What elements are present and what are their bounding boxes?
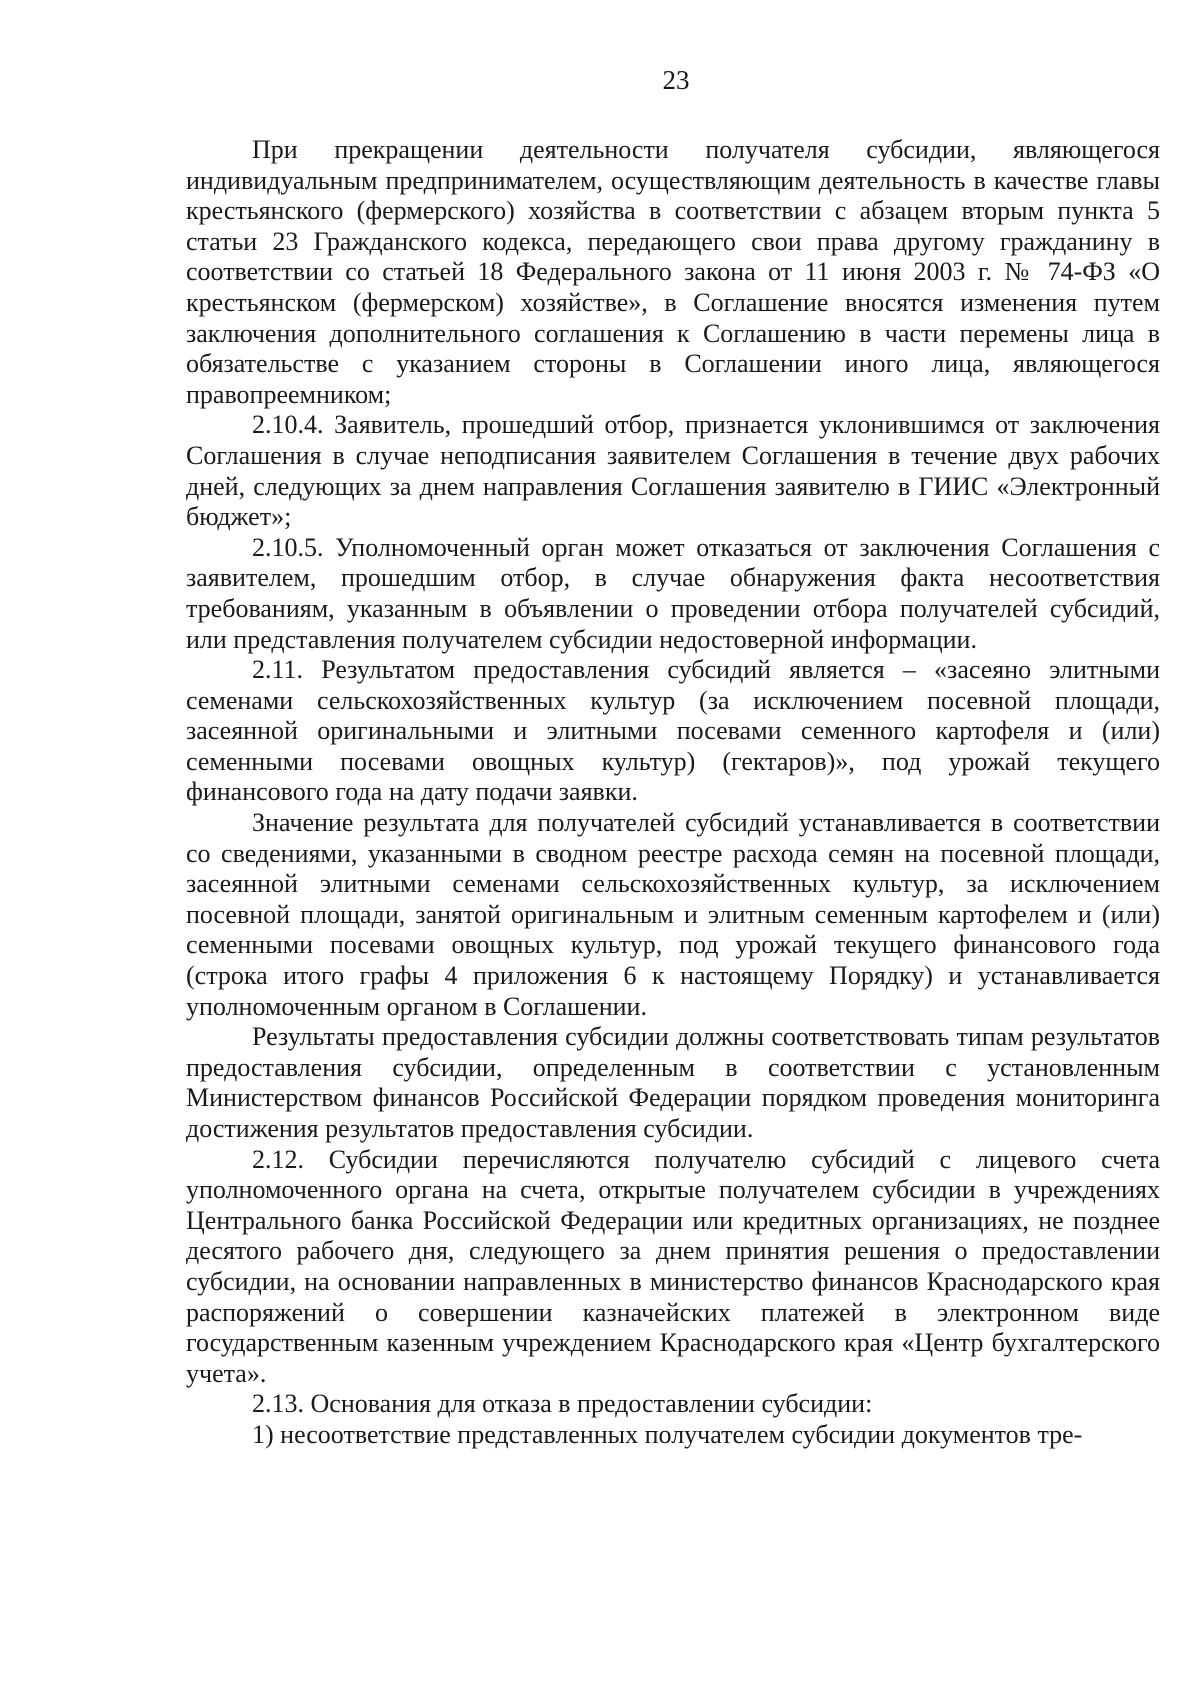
page-number: 23 <box>662 65 690 95</box>
paragraph-farm-succession: При прекращении деятельности получателя субсидии, являющегося индивидуальным предпринимателем, осуществляющим деятельность в качестве главы крестьянского (фермерского) хозяйства в соответствии с абзацем вторым пункта 5 статьи 23 Гражданского кодекса, передающего свои права другому гражданину в соответствии со статьей 18 Федерального закона от 11 июня 2003 г. № 74-ФЗ «О крестьянском (фермерском) хозяйстве», в Соглашение вносятся изменения путем заключения дополнительного соглашения к Соглашению в части перемены лица в обязательстве с указанием стороны в Соглашении иного лица, являющегося правопреемником; <box>186 135 1160 409</box>
paragraph-result-types: Результаты предоставления субсидии должны соответствовать типам результатов предоставления субсидии, определенным в соответствии с установленным Министерством финансов Российской Федерации порядком проведения мониторинга достижения результатов предоставления субсидии. <box>186 1022 1160 1143</box>
paragraph-2-10-5: 2.10.5. Уполномоченный орган может отказаться от заключения Соглашения с заявителем, прошедшим отбор, в случае обнаружения факта несоответствия требованиям, указанным в объявлении о проведении отбора получателей субсидий, или представления получателем субсидии недостоверной информации. <box>186 532 1160 654</box>
paragraph-2-10-4: 2.10.4. Заявитель, прошедший отбор, признается уклонившимся от заключения Соглашения в случае неподписания заявителем Соглашения в течение двух рабочих дней, следующих за днем направления Соглашения заявителю в ГИИС «Электронный бюджет»; <box>186 410 1160 532</box>
paragraph-result-value: Значение результата для получателей субсидий устанавливается в соответствии со сведениями, указанными в сводном реестре расхода семян на посевной площади, засеянной элитными семенами сельскохозяйственных культур, за исключением посевной площади, занятой оригинальным и элитным семенным картофелем и (или) семенными посевами овощных культур, под урожай текущего финансового года (строка итого графы 4 приложения 6 к настоящему Порядку) и устанавливается уполномоченным органом в Соглашении. <box>186 808 1160 1021</box>
document-body <box>186 135 1160 1451</box>
paragraph-2-13-item-1: 1) несоответствие представленных получателем субсидии документов тре- <box>252 1419 1083 1449</box>
paragraph-2-11: 2.11. Результатом предоставления субсидий является – «засеяно элитными семенами сельскохозяйственных культур (за исключением посевной площади, засеянной оригинальными и элитными посевами семенного картофеля и (или) семенными посевами овощных культур) (гектаров)», под урожай текущего финансового года на дату подачи заявки. <box>186 655 1160 807</box>
paragraph-2-13: 2.13. Основания для отказа в предоставлении субсидии: <box>252 1389 873 1419</box>
paragraph-2-12: 2.12. Субсидии перечисляются получателю субсидий с лицевого счета уполномоченного органа на счета, открытые получателем субсидии в учреждениях Центрального банка Российской Федерации или кредитных организациях, не позднее десятого рабочего дня, следующего за днем принятия решения о предоставлении субсидии, на основании направленных в министерство финансов Краснодарского края распоряжений о совершении казначейских платежей в электронном виде государственным казенным учреждением Краснодарского края «Центр бухгалтерского учета». <box>186 1144 1160 1388</box>
